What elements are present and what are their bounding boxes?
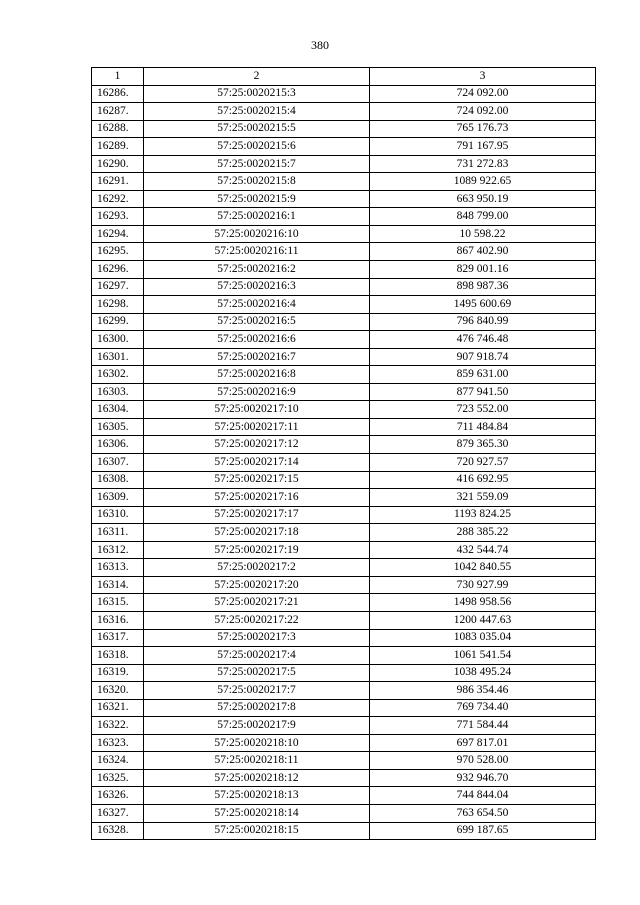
cadastral-number-cell: 57:25:0020215:3 [144, 85, 370, 103]
value-cell: 898 987.36 [370, 278, 596, 296]
table-row [92, 804, 596, 822]
table-row [92, 401, 596, 419]
table-row [92, 243, 596, 261]
table-row [92, 190, 596, 208]
header-row [92, 68, 596, 86]
row-number-cell: 16321. [92, 699, 144, 717]
cadastral-number-cell: 57:25:0020216:7 [144, 348, 370, 366]
table-row [92, 541, 596, 559]
value-cell: 848 799.00 [370, 208, 596, 226]
value-cell: 859 631.00 [370, 366, 596, 384]
cadastral-number-cell: 57:25:0020218:11 [144, 752, 370, 770]
value-cell: 1038 495.24 [370, 664, 596, 682]
cadastral-number-cell: 57:25:0020218:14 [144, 804, 370, 822]
cadastral-number-cell: 57:25:0020215:6 [144, 138, 370, 156]
table-row [92, 155, 596, 173]
registry-table [91, 67, 596, 840]
table-row [92, 682, 596, 700]
row-number-cell: 16316. [92, 611, 144, 629]
value-cell: 476 746.48 [370, 331, 596, 349]
row-number-cell: 16306. [92, 436, 144, 454]
table-row [92, 208, 596, 226]
table-row [92, 138, 596, 156]
value-cell: 321 559.09 [370, 489, 596, 507]
table-row [92, 366, 596, 384]
table-row [92, 769, 596, 787]
cadastral-number-cell: 57:25:0020217:16 [144, 489, 370, 507]
row-number-cell: 16325. [92, 769, 144, 787]
row-number-cell: 16303. [92, 383, 144, 401]
row-number-cell: 16322. [92, 717, 144, 735]
row-number-cell: 16327. [92, 804, 144, 822]
row-number-cell: 16319. [92, 664, 144, 682]
row-number-cell: 16318. [92, 647, 144, 665]
cadastral-number-cell: 57:25:0020216:10 [144, 225, 370, 243]
value-cell: 763 654.50 [370, 804, 596, 822]
value-cell: 829 001.16 [370, 261, 596, 279]
table-row [92, 454, 596, 472]
row-number-cell: 16305. [92, 418, 144, 436]
cadastral-number-cell: 57:25:0020217:21 [144, 594, 370, 612]
table-row [92, 471, 596, 489]
cadastral-number-cell: 57:25:0020217:12 [144, 436, 370, 454]
row-number-cell: 16301. [92, 348, 144, 366]
row-number-cell: 16297. [92, 278, 144, 296]
cadastral-number-cell: 57:25:0020216:9 [144, 383, 370, 401]
value-cell: 730 927.99 [370, 576, 596, 594]
value-cell: 1498 958.56 [370, 594, 596, 612]
value-cell: 416 692.95 [370, 471, 596, 489]
cadastral-number-cell: 57:25:0020217:9 [144, 717, 370, 735]
cadastral-number-cell: 57:25:0020216:1 [144, 208, 370, 226]
table-row [92, 559, 596, 577]
value-cell: 432 544.74 [370, 541, 596, 559]
table-row [92, 611, 596, 629]
value-cell: 697 817.01 [370, 734, 596, 752]
row-number-cell: 16302. [92, 366, 144, 384]
cadastral-number-cell: 57:25:0020217:15 [144, 471, 370, 489]
table-row [92, 348, 596, 366]
value-cell: 986 354.46 [370, 682, 596, 700]
cadastral-number-cell: 57:25:0020215:9 [144, 190, 370, 208]
table-row [92, 436, 596, 454]
row-number-cell: 16324. [92, 752, 144, 770]
value-cell: 663 950.19 [370, 190, 596, 208]
cadastral-number-cell: 57:25:0020217:10 [144, 401, 370, 419]
table-row [92, 717, 596, 735]
row-number-cell: 16307. [92, 454, 144, 472]
row-number-cell: 16298. [92, 296, 144, 314]
row-number-cell: 16290. [92, 155, 144, 173]
table-row [92, 489, 596, 507]
table-row [92, 225, 596, 243]
cadastral-number-cell: 57:25:0020215:5 [144, 120, 370, 138]
table-row [92, 103, 596, 121]
cadastral-number-cell: 57:25:0020218:13 [144, 787, 370, 805]
row-number-cell: 16286. [92, 85, 144, 103]
row-number-cell: 16326. [92, 787, 144, 805]
value-cell: 288 385.22 [370, 524, 596, 542]
cadastral-number-cell: 57:25:0020215:4 [144, 103, 370, 121]
row-number-cell: 16313. [92, 559, 144, 577]
row-number-cell: 16293. [92, 208, 144, 226]
cadastral-number-cell: 57:25:0020216:6 [144, 331, 370, 349]
row-number-cell: 16311. [92, 524, 144, 542]
value-cell: 711 484.84 [370, 418, 596, 436]
cadastral-number-cell: 57:25:0020217:19 [144, 541, 370, 559]
row-number-cell: 16310. [92, 506, 144, 524]
column-header-2: 2 [144, 68, 370, 86]
row-number-cell: 16317. [92, 629, 144, 647]
value-cell: 724 092.00 [370, 85, 596, 103]
row-number-cell: 16287. [92, 103, 144, 121]
row-number-cell: 16315. [92, 594, 144, 612]
cadastral-number-cell: 57:25:0020218:12 [144, 769, 370, 787]
row-number-cell: 16296. [92, 261, 144, 279]
value-cell: 867 402.90 [370, 243, 596, 261]
value-cell: 1061 541.54 [370, 647, 596, 665]
row-number-cell: 16292. [92, 190, 144, 208]
table-row [92, 506, 596, 524]
cadastral-number-cell: 57:25:0020217:14 [144, 454, 370, 472]
row-number-cell: 16300. [92, 331, 144, 349]
value-cell: 720 927.57 [370, 454, 596, 472]
value-cell: 1042 840.55 [370, 559, 596, 577]
column-header-1: 1 [92, 68, 144, 86]
cadastral-number-cell: 57:25:0020218:15 [144, 822, 370, 840]
row-number-cell: 16295. [92, 243, 144, 261]
table-row [92, 787, 596, 805]
row-number-cell: 16291. [92, 173, 144, 191]
row-number-cell: 16304. [92, 401, 144, 419]
cadastral-number-cell: 57:25:0020217:2 [144, 559, 370, 577]
value-cell: 731 272.83 [370, 155, 596, 173]
value-cell: 10 598.22 [370, 225, 596, 243]
value-cell: 796 840.99 [370, 313, 596, 331]
cadastral-number-cell: 57:25:0020216:4 [144, 296, 370, 314]
value-cell: 1089 922.65 [370, 173, 596, 191]
cadastral-number-cell: 57:25:0020216:11 [144, 243, 370, 261]
table-row [92, 313, 596, 331]
table-row [92, 734, 596, 752]
table-row [92, 699, 596, 717]
value-cell: 723 552.00 [370, 401, 596, 419]
value-cell: 699 187.65 [370, 822, 596, 840]
table-row [92, 594, 596, 612]
table-row [92, 576, 596, 594]
cadastral-number-cell: 57:25:0020216:8 [144, 366, 370, 384]
cadastral-number-cell: 57:25:0020217:7 [144, 682, 370, 700]
cadastral-number-cell: 57:25:0020215:7 [144, 155, 370, 173]
row-number-cell: 16312. [92, 541, 144, 559]
value-cell: 1083 035.04 [370, 629, 596, 647]
value-cell: 877 941.50 [370, 383, 596, 401]
column-header-3: 3 [370, 68, 596, 86]
cadastral-number-cell: 57:25:0020217:3 [144, 629, 370, 647]
page-number: 380 [311, 38, 329, 52]
row-number-cell: 16328. [92, 822, 144, 840]
value-cell: 907 918.74 [370, 348, 596, 366]
table-body [92, 85, 596, 840]
cadastral-number-cell: 57:25:0020217:20 [144, 576, 370, 594]
table-header [92, 68, 596, 86]
value-cell: 744 844.04 [370, 787, 596, 805]
table-row [92, 120, 596, 138]
value-cell: 765 176.73 [370, 120, 596, 138]
value-cell: 724 092.00 [370, 103, 596, 121]
value-cell: 932 946.70 [370, 769, 596, 787]
table-row [92, 278, 596, 296]
cadastral-number-cell: 57:25:0020217:22 [144, 611, 370, 629]
row-number-cell: 16288. [92, 120, 144, 138]
cadastral-number-cell: 57:25:0020217:18 [144, 524, 370, 542]
value-cell: 970 528.00 [370, 752, 596, 770]
row-number-cell: 16320. [92, 682, 144, 700]
table-row [92, 383, 596, 401]
table-row [92, 173, 596, 191]
cadastral-number-cell: 57:25:0020217:4 [144, 647, 370, 665]
cadastral-number-cell: 57:25:0020215:8 [144, 173, 370, 191]
cadastral-number-cell: 57:25:0020216:2 [144, 261, 370, 279]
row-number-cell: 16294. [92, 225, 144, 243]
table-row [92, 524, 596, 542]
value-cell: 791 167.95 [370, 138, 596, 156]
value-cell: 1193 824.25 [370, 506, 596, 524]
value-cell: 771 584.44 [370, 717, 596, 735]
value-cell: 879 365.30 [370, 436, 596, 454]
table-row [92, 261, 596, 279]
value-cell: 769 734.40 [370, 699, 596, 717]
row-number-cell: 16289. [92, 138, 144, 156]
row-number-cell: 16314. [92, 576, 144, 594]
cadastral-number-cell: 57:25:0020216:5 [144, 313, 370, 331]
table-row [92, 418, 596, 436]
row-number-cell: 16299. [92, 313, 144, 331]
cadastral-number-cell: 57:25:0020216:3 [144, 278, 370, 296]
table-row [92, 331, 596, 349]
cadastral-number-cell: 57:25:0020217:5 [144, 664, 370, 682]
row-number-cell: 16308. [92, 471, 144, 489]
value-cell: 1495 600.69 [370, 296, 596, 314]
table-row [92, 85, 596, 103]
table-row [92, 822, 596, 840]
table-row [92, 664, 596, 682]
table-row [92, 629, 596, 647]
cadastral-number-cell: 57:25:0020218:10 [144, 734, 370, 752]
cadastral-number-cell: 57:25:0020217:11 [144, 418, 370, 436]
cadastral-number-cell: 57:25:0020217:17 [144, 506, 370, 524]
table-row [92, 752, 596, 770]
row-number-cell: 16323. [92, 734, 144, 752]
table-row [92, 296, 596, 314]
cadastral-number-cell: 57:25:0020217:8 [144, 699, 370, 717]
table-row [92, 647, 596, 665]
row-number-cell: 16309. [92, 489, 144, 507]
value-cell: 1200 447.63 [370, 611, 596, 629]
